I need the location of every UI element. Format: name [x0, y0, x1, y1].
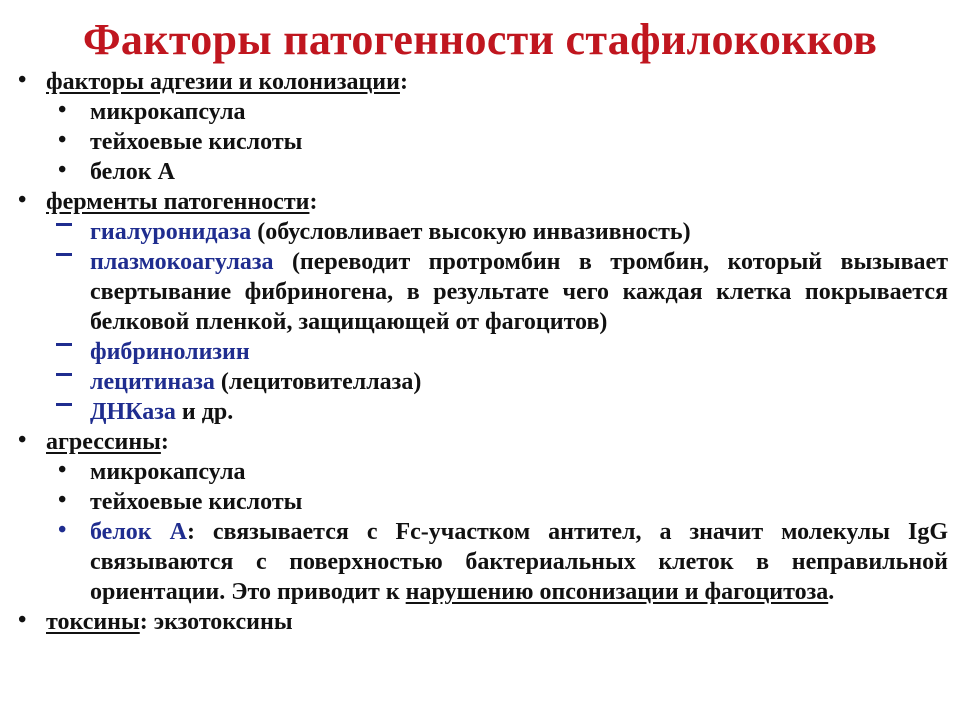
bullet-dot-icon: •: [58, 517, 67, 543]
section-heading: ферменты патогенности: [46, 189, 310, 215]
list-item: [12, 217, 948, 247]
section-toxins: [12, 607, 948, 637]
protein-a-text: : связывается с Fc-участком антител, а значит молекулы IgG связываются с поверхностью бактериальных клеток в неправильной ориентации. Это приводит к: [90, 519, 948, 605]
bullet-dash-icon: [56, 337, 72, 367]
bullet-dot-icon: •: [18, 187, 27, 213]
slide-title: Факторы патогенности стафилококков: [82, 15, 878, 64]
section-adhesion: [12, 67, 948, 97]
section-heading: агрессины: [46, 429, 161, 455]
protein-a-underlined: нарушению опсонизации и фагоцитоза: [405, 579, 829, 605]
bullet-dot-icon: •: [58, 97, 67, 123]
bullet-dot-icon: •: [58, 487, 67, 513]
enzyme-name: ДНКаза: [90, 399, 176, 425]
bullet-dash-icon: [56, 367, 72, 397]
section-suffix: : экзотоксины: [139, 609, 293, 635]
bullet-dash-icon: [56, 247, 72, 277]
list-item: [12, 487, 948, 517]
enzyme-name: гиалуронидаза: [90, 219, 252, 245]
section-suffix: :: [309, 189, 318, 215]
section-heading: токсины: [46, 609, 140, 635]
enzyme-desc: (переводит протромбин в тромбин, который вызывает свертывание фибриногена, в результате чего каждая клетка покрывается белковой пленкой, защищающей от фагоцитов): [90, 249, 948, 335]
item-text: микрокапсула: [90, 99, 246, 125]
list-item: [12, 367, 948, 397]
list-item: [12, 397, 948, 427]
bullet-dash-icon: [56, 397, 72, 427]
enzyme-name: плазмокоагулаза: [90, 249, 274, 275]
list-item: [12, 157, 948, 187]
enzyme-desc: (лецитовителлаза): [214, 369, 422, 395]
bullet-dot-icon: •: [18, 427, 27, 453]
section-heading: факторы адгезии и колонизации: [46, 69, 400, 95]
item-text: микрокапсула: [90, 459, 246, 485]
section-suffix: :: [399, 69, 408, 95]
item-text: тейхоевые кислоты: [90, 129, 303, 155]
item-text: тейхоевые кислоты: [90, 489, 303, 515]
section-enzymes: [12, 187, 948, 217]
enzyme-name: фибринолизин: [90, 339, 250, 365]
item-text: белок А: [90, 159, 175, 185]
protein-a-end: .: [828, 579, 835, 605]
slide-content: [12, 67, 948, 637]
list-item: [12, 457, 948, 487]
bullet-dot-icon: •: [58, 127, 67, 153]
bullet-dot-icon: •: [58, 457, 67, 483]
list-item: [12, 517, 948, 607]
bullet-dot-icon: •: [18, 607, 27, 633]
list-item: [12, 97, 948, 127]
enzyme-desc: (обусловливает высокую инвазивность): [251, 219, 691, 245]
list-item: [12, 337, 948, 367]
list-item: [12, 247, 948, 337]
bullet-dash-icon: [56, 217, 72, 247]
enzyme-desc: и др.: [175, 399, 234, 425]
section-aggressins: [12, 427, 948, 457]
section-suffix: :: [160, 429, 169, 455]
bullet-dot-icon: •: [18, 67, 27, 93]
protein-a-name: белок А: [90, 519, 187, 545]
list-item: [12, 127, 948, 157]
enzyme-name: лецитиназа: [90, 369, 215, 395]
bullet-dot-icon: •: [58, 157, 67, 183]
